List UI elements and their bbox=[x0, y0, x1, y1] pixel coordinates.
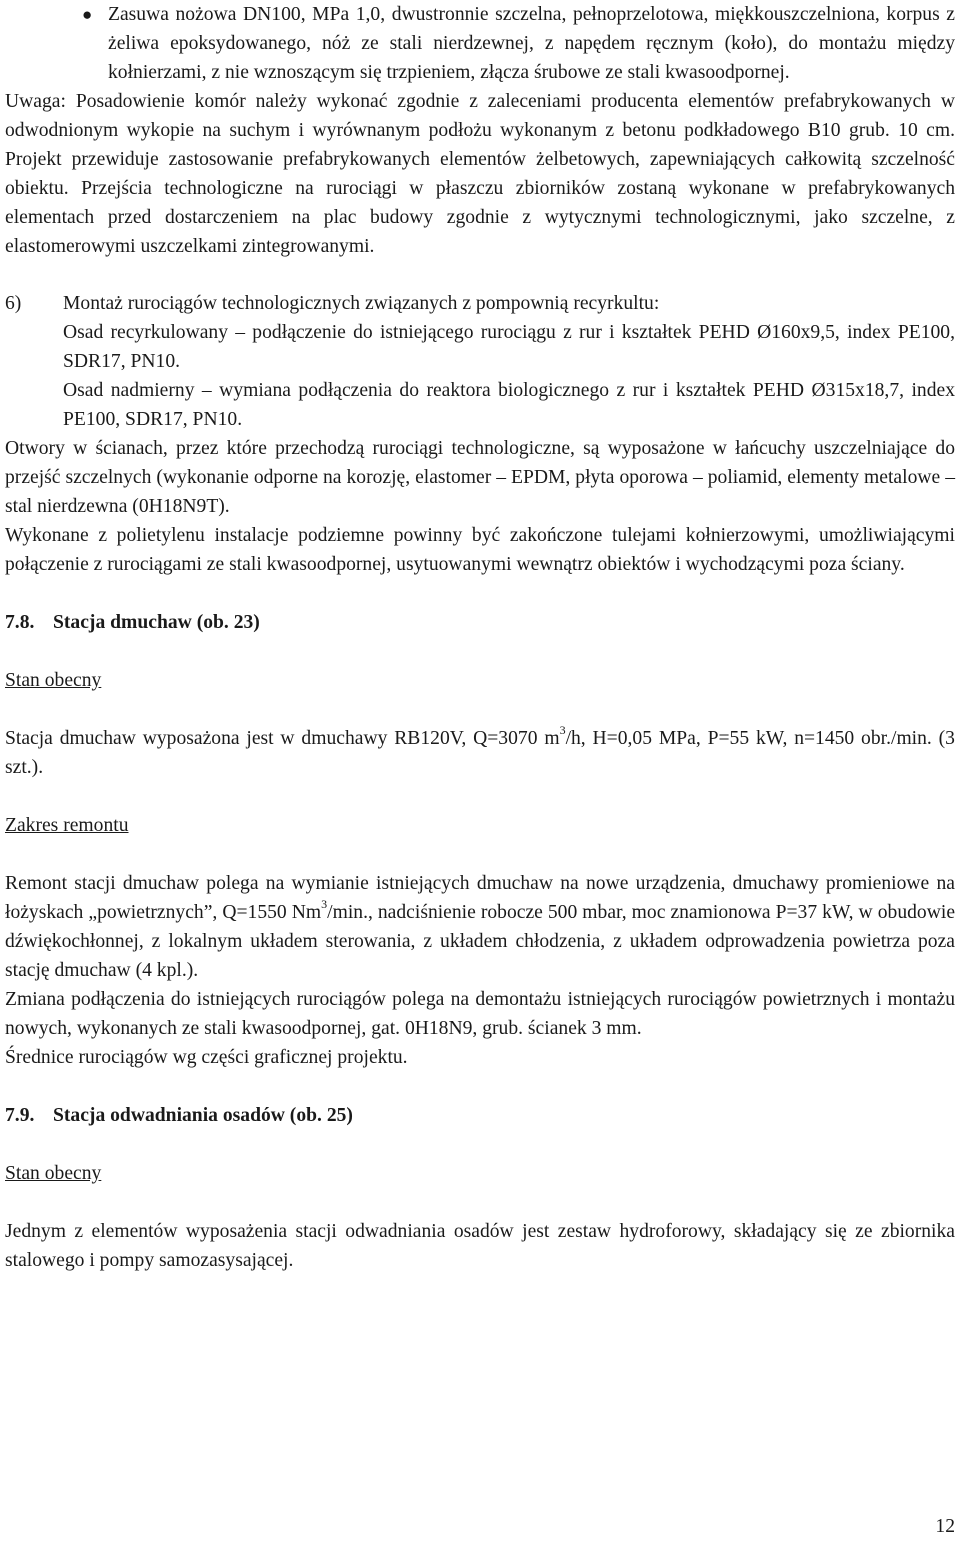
superscript: 3 bbox=[321, 897, 328, 912]
numbered-item-6 bbox=[5, 289, 955, 434]
paragraph-uwaga: Uwaga: Posadowienie komór należy wykonać zgodnie z zaleceniami producenta elementów prefabrykowanych w odwodnionym wykopie na suchym i wyrównanym podłożu wykonanym z betonu podkładowego B10 grub. 10 cm. Projekt przewiduje zastosowanie prefabrykowanych elementów żelbetowych, zapewniających całkowitą szczelność obiektu. Przejścia technologiczne na rurociągi w płaszczu zbiorników zostaną wykonane w prefabrykowanych elementach przed dostarczeniem na plac budowy zgodnie z wytycznymi technologicznymi, jako szczelne, z elastomerowymi uszczelkami zintegrowanymi. bbox=[5, 91, 955, 257]
section-title: Stacja dmuchaw (ob. 23) bbox=[53, 612, 260, 633]
section-title: Stacja odwadniania osadów (ob. 25) bbox=[53, 1105, 353, 1126]
paragraph-zmiana: Zmiana podłączenia do istniejących rurociągów polega na demontażu istniejących rurociągów powietrznych i montażu nowych, wykonanych ze stali kwasoodpornej, gat. 0H18N9, grub. ścianek 3 mm. bbox=[5, 989, 955, 1039]
remont-text-b: /min., nadciśnienie robocze 500 mbar, moc znamionowa P=37 kW, w obudowie dźwiękochłonnej, z lokalnym układem sterowania, z układem chłodzenia, z układem odprowadzenia powietrza poza stację dmuchaw (4 kpl.). bbox=[5, 902, 956, 981]
stan-text-a: Stacja dmuchaw wyposażona jest w dmuchawy RB120V, Q=3070 m bbox=[5, 728, 560, 749]
paragraph-stan-odwadniania: Jednym z elementów wyposażenia stacji odwadniania osadów jest zestaw hydroforowy, składający się ze zbiornika stalowego i pompy samozasysającej. bbox=[5, 1221, 955, 1271]
item-body bbox=[63, 289, 955, 434]
paragraph-otwory: Otwory w ścianach, przez które przechodzą rurociągi technologiczne, są wyposażone w łańcuchy uszczelniające do przejść szczelnych (wykonanie odporne na korozję, elastomer – EPDM, płyta oporowa – poliamid, elementy metalowe – stal nierdzewna (0H18N9T). bbox=[5, 438, 955, 517]
subheading-stan-obecny: Stan obecny bbox=[5, 670, 102, 691]
section-number: 7.8. bbox=[5, 612, 35, 633]
paragraph-wykonane: Wykonane z polietylenu instalacje podziemne powinny być zakończone tulejami kołnierzowymi, umożliwiającymi połączenie z rurociągami ze stali kwasoodpornej, usytuowanymi wewnątrz obiektów i wychodzącymi poza ściany. bbox=[5, 525, 955, 575]
bullet-icon: ● bbox=[82, 5, 93, 24]
bullet-list-item bbox=[5, 0, 955, 87]
paragraph-remont bbox=[5, 869, 955, 985]
item-title: Montaż rurociągów technologicznych związanych z pompownią recyrkultu: bbox=[63, 293, 660, 314]
section-heading-7-8 bbox=[5, 608, 955, 637]
subheading-zakres-remontu: Zakres remontu bbox=[5, 815, 129, 836]
document-page bbox=[5, 0, 955, 1275]
page-number: 12 bbox=[935, 1516, 955, 1537]
paragraph-stan-dmuchaw bbox=[5, 724, 955, 782]
item-line-recyrkulowany: Osad recyrkulowany – podłączenie do istniejącego rurociągu z rur i kształtek PEHD Ø160x9,5, index PE100, SDR17, PN10. bbox=[63, 322, 955, 372]
item-number: 6) bbox=[5, 293, 22, 314]
subheading-stan-obecny: Stan obecny bbox=[5, 1163, 102, 1184]
bullet-paragraph: Zasuwa nożowa DN100, MPa 1,0, dwustronnie szczelna, pełnoprzelotowa, miękkouszczelniona, korpus z żeliwa epoksydowanego, nóż ze stali nierdzewnej, z napędem ręcznym (koło), do montażu między kołnierzami, z nie wznoszącym się trzpieniem, złącza śrubowe ze stali kwasoodpornej. bbox=[108, 4, 955, 83]
remont-text-a: Remont stacji dmuchaw polega na wymianie istniejących dmuchaw na nowe urządzenia, dmuchawy promieniowe na łożyskach „powietrznych”, Q=1550 Nm bbox=[5, 873, 955, 923]
section-number: 7.9. bbox=[5, 1105, 35, 1126]
paragraph-srednice: Średnice rurociągów wg części graficznej projektu. bbox=[5, 1047, 408, 1068]
stan-text-b: /h, H=0,05 MPa, P=55 kW, n=1450 obr./min. (3 szt.). bbox=[5, 728, 955, 778]
superscript: 3 bbox=[559, 723, 566, 738]
item-line-nadmierny: Osad nadmierny – wymiana podłączenia do reaktora biologicznego z rur i kształtek PEHD Ø315x18,7, index PE100, SDR17, PN10. bbox=[63, 380, 955, 430]
section-heading-7-9 bbox=[5, 1101, 955, 1130]
